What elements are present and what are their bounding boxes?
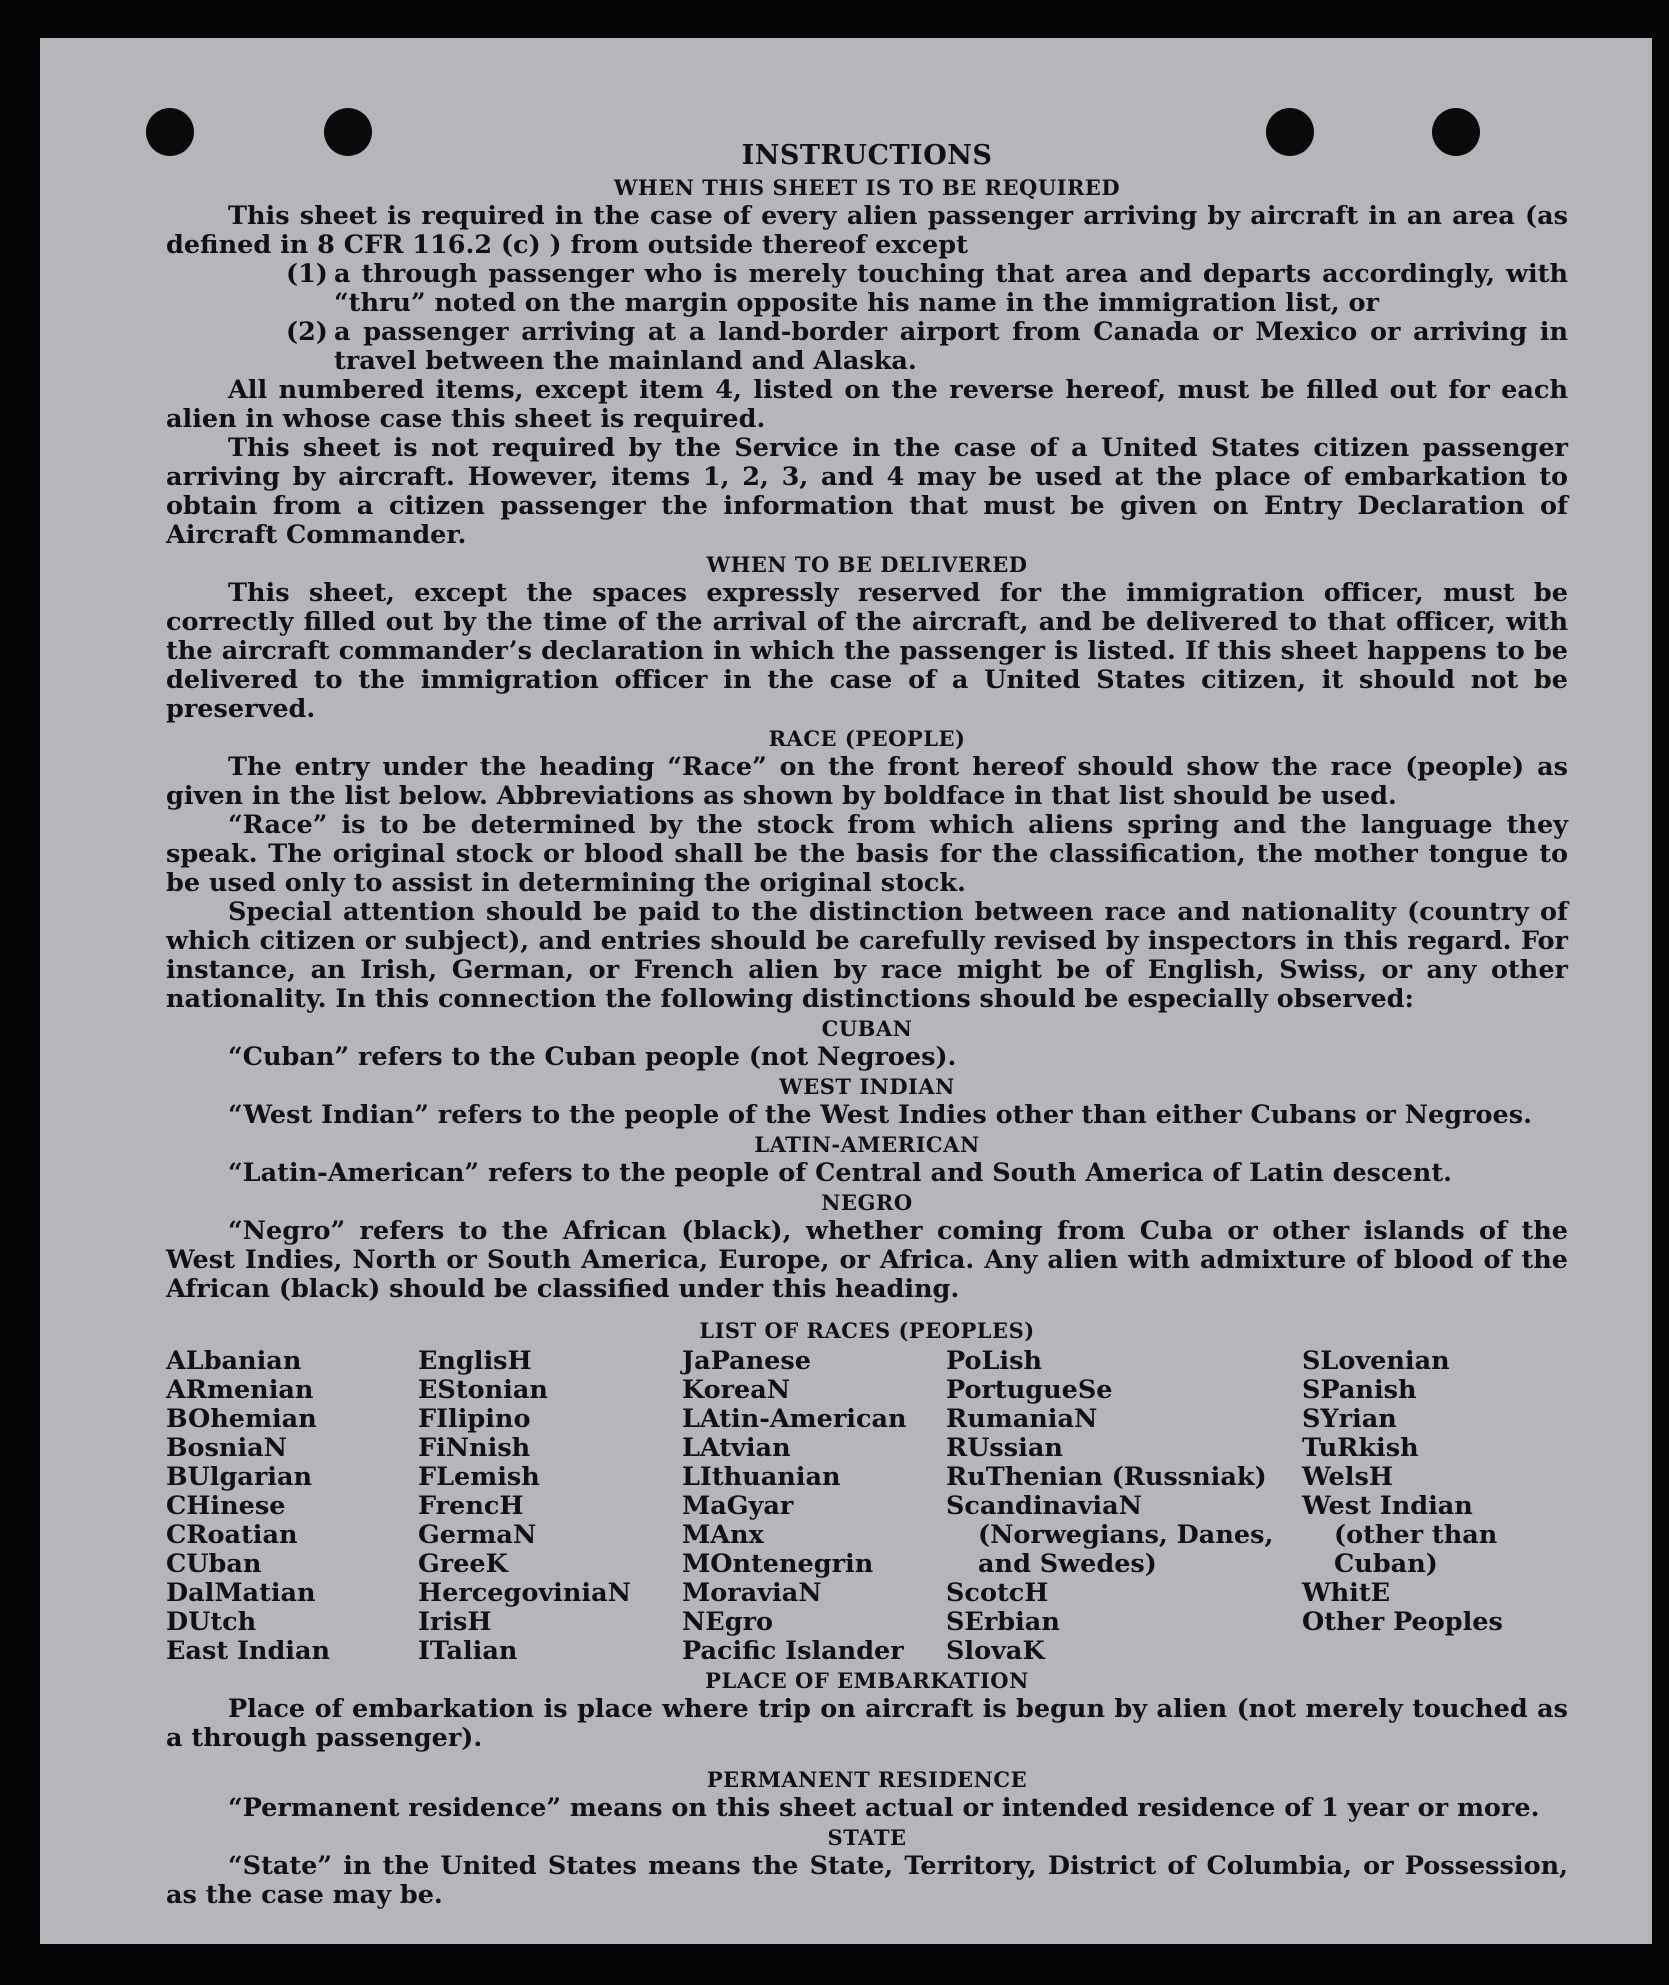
list-item bbox=[286, 318, 1568, 376]
section-heading-delivered: WHEN TO BE DELIVERED bbox=[706, 552, 1028, 577]
paragraph: “West Indian” refers to the people of the West Indies other than either Cubans or Negroes. bbox=[228, 1100, 1532, 1130]
race-entry: SYrian bbox=[1302, 1404, 1397, 1434]
race-entry: CHinese bbox=[166, 1491, 286, 1521]
race-entry: BosniaN bbox=[166, 1433, 287, 1463]
paragraph: “State” in the United States means the State, Territory, District of Columbia, or Possession, as the case may be. bbox=[166, 1851, 1568, 1910]
race-entry: BUlgarian bbox=[166, 1462, 313, 1492]
paragraph: All numbered items, except item 4, listed on the reverse hereof, must be filled out for each alien in whose case this sheet is required. bbox=[166, 375, 1568, 434]
race-entry: Pacific Islander bbox=[682, 1636, 904, 1666]
race-entry: LIthuanian bbox=[682, 1462, 841, 1492]
race-entry: ScotcH bbox=[946, 1578, 1049, 1608]
section-heading-negro: NEGRO bbox=[821, 1190, 913, 1215]
race-entry: NEgro bbox=[682, 1607, 774, 1637]
list-item-number: (1) bbox=[286, 259, 328, 289]
paragraph: Place of embarkation is place where trip on aircraft is begun by alien (not merely touched as a through passenger). bbox=[166, 1694, 1568, 1753]
paragraph: “Latin-American” refers to the people of Central and South America of Latin descent. bbox=[228, 1158, 1452, 1188]
paragraph: The entry under the heading “Race” on the front hereof should show the race (people) as given in the list below. Abbreviations as shown by boldface in that list should be used. bbox=[166, 752, 1568, 811]
race-entry: EStonian bbox=[418, 1375, 548, 1405]
race-entry: DalMatian bbox=[166, 1578, 316, 1608]
race-entry: MaGyar bbox=[682, 1491, 794, 1521]
paragraph: “Permanent residence” means on this sheet actual or intended residence of 1 year or more. bbox=[228, 1793, 1540, 1823]
race-entry: HercegoviniaN bbox=[418, 1578, 631, 1608]
section-heading-cuban: CUBAN bbox=[821, 1016, 913, 1041]
race-entry: IrisH bbox=[418, 1607, 492, 1637]
race-column-4 bbox=[946, 1347, 1302, 1666]
race-entry: MAnx bbox=[682, 1520, 764, 1550]
race-entry: RUssian bbox=[946, 1433, 1063, 1463]
race-entry: JaPanese bbox=[682, 1346, 811, 1376]
race-column-3 bbox=[682, 1347, 946, 1666]
race-entry: CRoatian bbox=[166, 1520, 298, 1550]
race-entry: FLemish bbox=[418, 1462, 540, 1492]
race-entry: SErbian bbox=[946, 1607, 1060, 1637]
race-entry: SLovenian bbox=[1302, 1346, 1450, 1376]
paragraph: Special attention should be paid to the distinction between race and nationality (country of which citizen or subject), and entries should be carefully revised by inspectors in this regard. For instance, an Irish, German, or French alien by race might be of English, Swiss, or any other nationality. In this connection the following distinctions should be especially observed: bbox=[166, 897, 1568, 1014]
paragraph: “Cuban” refers to the Cuban people (not Negroes). bbox=[228, 1042, 957, 1072]
race-entry: ALbanian bbox=[166, 1346, 302, 1376]
race-entry: FiNnish bbox=[418, 1433, 531, 1463]
race-column-2 bbox=[418, 1347, 682, 1666]
race-entry: LAtin-American bbox=[682, 1404, 907, 1434]
section-heading-residence: PERMANENT RESIDENCE bbox=[706, 1767, 1028, 1792]
race-column-5 bbox=[1302, 1347, 1568, 1666]
race-entry: West Indian (other than Cuban) bbox=[1302, 1491, 1498, 1579]
section-heading-latin-american: LATIN-AMERICAN bbox=[754, 1132, 980, 1157]
race-entry: WhitE bbox=[1302, 1578, 1391, 1608]
section-heading-required: WHEN THIS SHEET IS TO BE REQUIRED bbox=[613, 175, 1121, 200]
race-entry: ScandinaviaN (Norwegians, Danes, and Swedes) bbox=[946, 1491, 1274, 1579]
paragraph: This sheet, except the spaces expressly reserved for the immigration officer, must be correctly filled out by the time of the arrival of the aircraft, and be delivered to that officer, with the aircraft commander’s declaration in which the passenger is listed. If this sheet happens to be delivered to the immigration officer in the case of a United States citizen, it should not be preserved. bbox=[166, 578, 1568, 724]
section-heading-race: RACE (PEOPLE) bbox=[768, 726, 966, 751]
section-heading-embarkation: PLACE OF EMBARKATION bbox=[705, 1668, 1029, 1693]
race-entry: MoraviaN bbox=[682, 1578, 822, 1608]
race-entry: RumaniaN bbox=[946, 1404, 1098, 1434]
race-entry: FIlipino bbox=[418, 1404, 531, 1434]
race-entry: ARmenian bbox=[166, 1375, 314, 1405]
page-title: INSTRUCTIONS bbox=[741, 140, 993, 171]
race-entry: KoreaN bbox=[682, 1375, 791, 1405]
race-column-1 bbox=[166, 1347, 418, 1666]
paragraph: This sheet is required in the case of every alien passenger arriving by aircraft in an area (as defined in 8 CFR 116.2 (c) ) from outside thereof except bbox=[166, 201, 1568, 260]
paragraph: This sheet is not required by the Service in the case of a United States citizen passenger arriving by aircraft. However, items 1, 2, 3, and 4 may be used at the place of embarkation to obtain from a citizen passenger the information that must be given on Entry Declaration of Aircraft Commander. bbox=[166, 433, 1568, 550]
race-entry: SPanish bbox=[1302, 1375, 1417, 1405]
race-list-table bbox=[166, 1347, 1568, 1666]
list-item-text: a through passenger who is merely touching that area and departs accordingly, with “thru” noted on the margin opposite his name in the immigration list, or bbox=[334, 259, 1568, 318]
race-entry: ITalian bbox=[418, 1636, 518, 1666]
list-item bbox=[286, 260, 1568, 318]
race-entry: PoLish bbox=[946, 1346, 1043, 1376]
race-entry: DUtch bbox=[166, 1607, 257, 1637]
race-entry: WelsH bbox=[1302, 1462, 1393, 1492]
race-entry: East Indian bbox=[166, 1636, 331, 1666]
race-entry: EnglisH bbox=[418, 1346, 532, 1376]
list-item-text: a passenger arriving at a land-border airport from Canada or Mexico or arriving in travel between the mainland and Alaska. bbox=[334, 317, 1568, 376]
race-entry: MOntenegrin bbox=[682, 1549, 874, 1579]
race-entry: GreeK bbox=[418, 1549, 508, 1579]
race-entry: SlovaK bbox=[946, 1636, 1045, 1666]
instructions-content bbox=[166, 98, 1568, 1910]
list-item-number: (2) bbox=[286, 317, 328, 347]
section-heading-race-list: LIST OF RACES (PEOPLES) bbox=[699, 1318, 1035, 1343]
race-entry: TuRkish bbox=[1302, 1433, 1419, 1463]
paragraph: “Race” is to be determined by the stock from which aliens spring and the language they speak. The original stock or blood shall be the basis for the classification, the mother tongue to be used only to assist in determining the original stock. bbox=[166, 810, 1568, 898]
section-heading-state: STATE bbox=[827, 1825, 907, 1850]
paragraph: “Negro” refers to the African (black), whether coming from Cuba or other islands of the West Indies, North or South America, Europe, or Africa. Any alien with admixture of blood of the African (black) should be classified under this heading. bbox=[166, 1216, 1568, 1304]
race-entry: LAtvian bbox=[682, 1433, 791, 1463]
section-heading-west-indian: WEST INDIAN bbox=[779, 1074, 955, 1099]
race-entry: RuThenian (Russniak) bbox=[946, 1462, 1267, 1492]
document-sheet bbox=[40, 38, 1652, 1944]
race-entry: CUban bbox=[166, 1549, 262, 1579]
exception-list bbox=[166, 260, 1568, 376]
race-entry: PortugueSe bbox=[946, 1375, 1113, 1405]
race-entry: FrencH bbox=[418, 1491, 524, 1521]
race-entry: Other Peoples bbox=[1302, 1607, 1503, 1637]
race-entry: BOhemian bbox=[166, 1404, 317, 1434]
race-entry: GermaN bbox=[418, 1520, 537, 1550]
